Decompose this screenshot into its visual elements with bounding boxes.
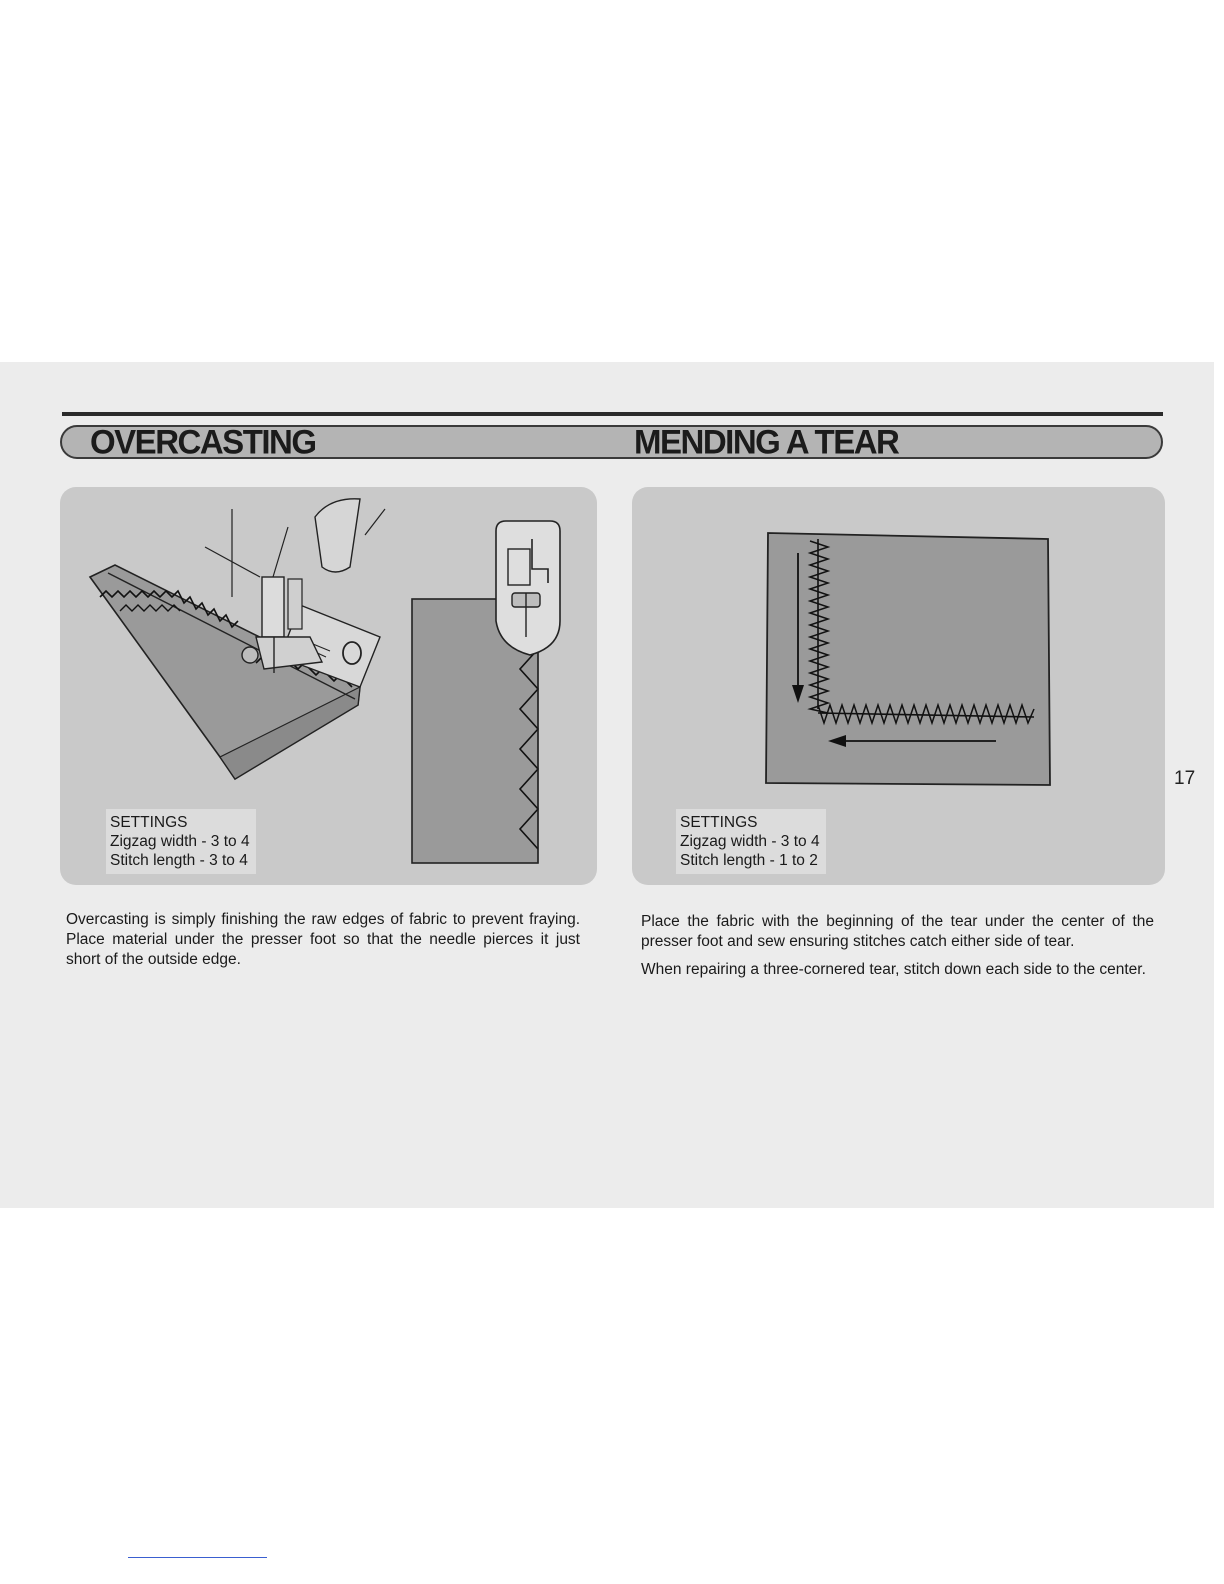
top-rule [62, 412, 1163, 416]
stitch-length-setting: Stitch length - 3 to 4 [110, 852, 248, 869]
footer-link-underline [128, 1557, 267, 1558]
mending-panel [632, 487, 1165, 885]
stitch-length-setting: Stitch length - 1 to 2 [680, 852, 818, 869]
mending-title: MENDING A TEAR [634, 422, 899, 461]
settings-heading: SETTINGS [110, 814, 188, 831]
mending-description: Place the fabric with the beginning of the tear under the center of the presser foot and sew ensuring stitches catch either side of tear. [641, 913, 1154, 950]
mending-three-corner-note: When repairing a three-cornered tear, stitch down each side to the center. [641, 961, 1146, 978]
zigzag-width-setting: Zigzag width - 3 to 4 [680, 833, 820, 850]
settings-heading: SETTINGS [680, 814, 758, 831]
overcasting-title: OVERCASTING [90, 422, 316, 461]
zigzag-width-setting: Zigzag width - 3 to 4 [110, 833, 250, 850]
mending-settings [676, 809, 826, 874]
overcasting-description: Overcasting is simply finishing the raw edges of fabric to prevent fraying. Place material under the presser foot so that the needle pierces it just short of the outside edge. [66, 911, 580, 968]
page-number: 17 [1174, 768, 1196, 789]
overcasting-panel [60, 487, 597, 885]
overcasting-settings [106, 809, 256, 874]
